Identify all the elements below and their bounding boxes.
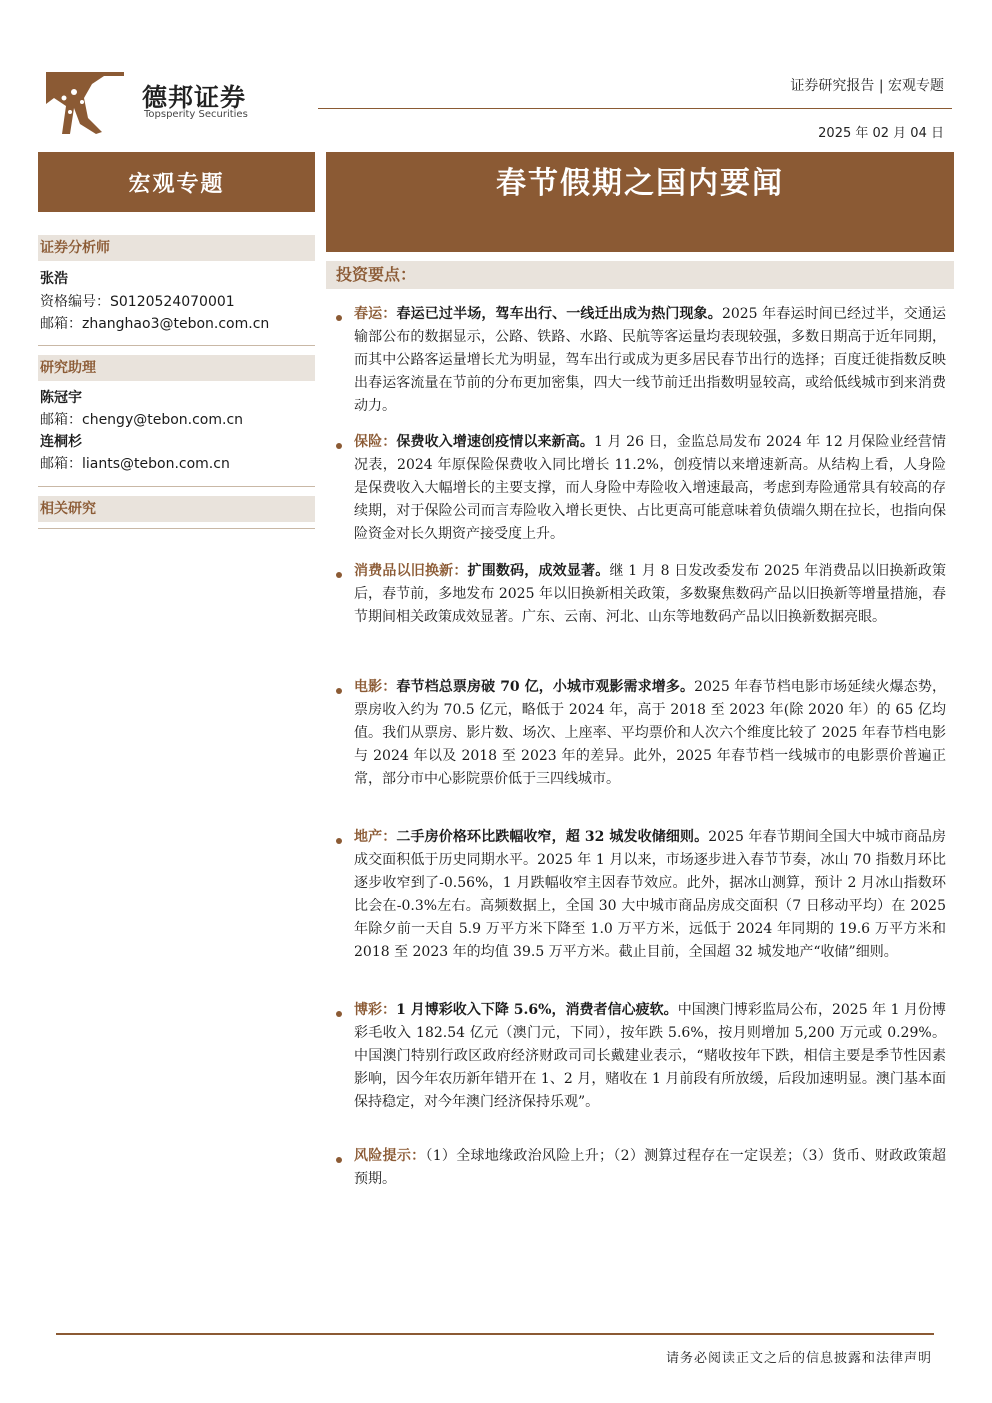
sidebar-divider — [38, 345, 315, 346]
point-label: 消费品以旧换新： — [354, 563, 468, 579]
point-headline: 保费收入增速创疫情以来新高。 — [396, 434, 594, 450]
sidebar-divider — [38, 528, 315, 529]
point-trade-in — [354, 560, 946, 629]
title-banner — [326, 152, 954, 252]
bullet-icon — [336, 1157, 342, 1163]
assistant-email[interactable]: 邮箱：chengy@tebon.com.cn — [40, 412, 244, 428]
point-risk-warning — [354, 1145, 946, 1191]
header-divider — [318, 108, 952, 109]
assistant-name: 陈冠宇 — [40, 390, 82, 406]
bullet-icon — [336, 838, 342, 844]
point-body: 2025 年春节档电影市场延续火爆态势，票房收入约为 70.5 亿元，略低于 2024 年，高于 2018 至 2023 年(除 2020 年）的 65 亿均值。我们从票房、影片数、场次、上座率、平均票价和人次六个维度比较了 2025 年春节档电影与 2024 年以及 2018 至 2023 年的差异。此外，2025 年春节档一线城市的电影票价普遍正常，部分市中心影院票价低于三四线城市。 — [354, 679, 946, 787]
point-headline: 春节档总票房破 70 亿，小城市观影需求增多。 — [396, 679, 695, 695]
assistant-section-header: 研究助理 — [38, 355, 315, 381]
bullet-icon — [336, 315, 342, 321]
point-body: 1 月 26 日，金监总局发布 2024 年 12 月保险业经营情况表，2024 年原保险保费收入同比增长 11.2%，创疫情以来增速新高。从结构上看，人身险是保费收入大幅增长的主要支撑，而人身险中寿险收入增速最高，考虑到寿险通常具有较高的存续期，对于保险公司而言寿险收入增长更快、占比更高可能意味着负债端久期在拉长，也指向保险资金对长久期资产接受度上升。 — [354, 434, 947, 542]
sidebar-divider — [38, 486, 315, 487]
point-headline: 春运已过半场，驾车出行、一线迁出成为热门现象。 — [396, 306, 722, 322]
point-body: 2025 年春运时间已经过半，交通运输部公布的数据显示，公路、铁路、水路、民航等客运量均表现较强，多数日期高于近年同期，而其中公路客运量增长尤为明显，驾车出行或成为更多居民春节出行的选择；百度迁徙指数反映出春运客流量在节前的分布更加密集，四大一线节前迁出指数明显较高，或给低线城市到来消费动力。 — [354, 306, 947, 414]
point-label: 春运： — [354, 306, 397, 322]
investment-points-header: 投资要点： — [326, 261, 954, 289]
report-type: 证券研究报告 | 宏观专题 — [790, 78, 944, 94]
point-headline: 1 月博彩收入下降 5.6%，消费者信心疲软。 — [396, 1002, 678, 1018]
point-label: 电影： — [354, 679, 397, 695]
footer-divider — [56, 1333, 934, 1335]
disclaimer-text: 请务必阅读正文之后的信息披露和法律声明 — [665, 1351, 932, 1366]
bullet-icon — [336, 688, 342, 694]
related-research-header: 相关研究 — [38, 496, 315, 522]
analyst-certificate: 资格编号：S0120524070001 — [40, 294, 235, 310]
brand-name-english: Topsperity Securities — [144, 109, 248, 120]
point-body: 2025 年春节期间全国大中城市商品房成交面积低于历史同期水平。2025 年 1 月以来，市场逐步进入春节节奏，冰山 70 指数月环比逐步收窄到了-0.56%，1 月跌幅收窄主因春节效应。此外，据冰山测算，预计 2 月冰山指数环比会在-0.3%左右。高频数据上，全国 30 大中城市商品房成交面积（7 日移动平均）在 2025 年除夕前一天自 5.9 万平方米下降至 1.0 万平方米，远低于 2024 年同期的 19.6 万平方米和 2018 至 2023 年的均值 39.5 万平方米。截止目前，全国超 32 城发地产“收储”细则。 — [354, 829, 946, 960]
bullet-icon — [336, 443, 342, 449]
point-spring-travel — [354, 303, 946, 418]
point-body: （1）全球地缘政治风险上升；（2）测算过程存在一定误差；（3）货币、财政政策超预期。 — [354, 1148, 946, 1187]
point-insurance — [354, 431, 946, 546]
point-real-estate — [354, 826, 946, 964]
point-headline: 扩围数码，成效显著。 — [467, 563, 610, 579]
analyst-section-header: 证券分析师 — [38, 235, 315, 261]
company-logo — [44, 68, 126, 138]
brand-name: 德邦证券 — [142, 83, 247, 112]
report-date: 2025 年 02 月 04 日 — [818, 126, 944, 141]
point-label: 博彩： — [354, 1002, 397, 1018]
report-title: 春节假期之国内要闻 — [496, 166, 784, 201]
point-label: 地产： — [354, 829, 397, 845]
point-label: 保险： — [354, 434, 397, 450]
point-body: 中国澳门博彩监局公布，2025 年 1 月份博彩毛收入 182.54 亿元（澳门元，下同），按年跌 5.6%，按月则增加 5,200 万元或 0.29%。中国澳门特别行政区政府经济财政司司长戴建业表示，“赌收按年下跌，相信主要是季节性因素影响，因今年农历新年错开在 1、2 月，赌收在 1 月前段有所放缓，后段加速明显。澳门基本面保持稳定，对今年澳门经济保持乐观”。 — [354, 1002, 947, 1110]
point-movies — [354, 676, 946, 791]
category-label: 宏观专题 — [128, 170, 225, 197]
assistant-email[interactable]: 邮箱：liants@tebon.com.cn — [40, 456, 230, 472]
bullet-icon — [336, 572, 342, 578]
bullet-icon — [336, 1011, 342, 1017]
point-label: 风险提示： — [354, 1148, 426, 1164]
assistant-name: 连桐杉 — [40, 434, 82, 450]
point-gaming — [354, 999, 946, 1114]
analyst-name: 张浩 — [40, 271, 68, 287]
analyst-email[interactable]: 邮箱：zhanghao3@tebon.com.cn — [40, 316, 270, 332]
point-headline: 二手房价格环比跌幅收窄，超 32 城发收储细则。 — [396, 829, 709, 845]
category-banner — [38, 152, 315, 212]
point-body: 继 1 月 8 日发改委发布 2025 年消费品以旧换新政策后，春节前，多地发布 2025 年以旧换新相关政策，多数聚焦数码产品以旧换新等增量措施，春节期间相关政策成效显著。广东、云南、河北、山东等地数码产品以旧换新数据亮眼。 — [354, 563, 946, 625]
